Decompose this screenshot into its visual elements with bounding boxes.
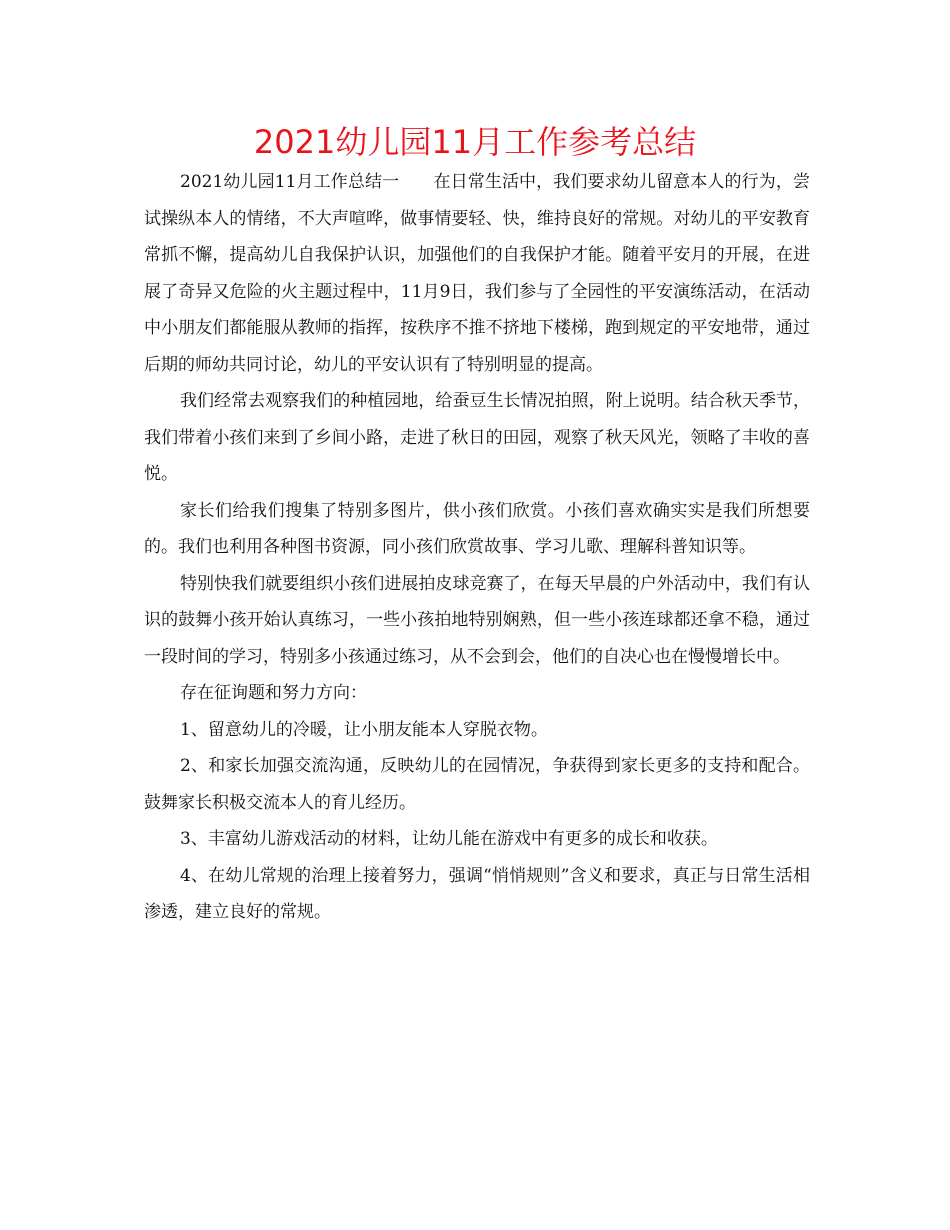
document-body	[144, 164, 810, 931]
paragraph-item-1: 1、留意幼儿的冷暖，让小朋友能本人穿脱衣物。	[180, 719, 548, 740]
paragraph-parents: 家长们给我们搜集了特别多图片，供小孩们欣赏。小孩们喜欢确实实是我们所想要的。我们也利用各种图书资源，同小孩们欣赏故事、学习儿歌、理解科普知识等。	[144, 500, 810, 557]
paragraph-item-3: 3、丰富幼儿游戏活动的材料，让幼儿能在游戏中有更多的成长和收获。	[180, 829, 718, 849]
document-title: 2021幼儿园11月工作参考总结	[253, 123, 697, 161]
paragraph-problems-heading: 存在征询题和努力方向：	[180, 683, 367, 703]
paragraph-intro: 2021幼儿园11月工作总结一 在日常生活中，我们要求幼儿留意本人的行为，尝试操纵本人的情绪，不大声喧哗，做事情要轻、快，维持良好的常规。对幼儿的平安教育常抓不懈，提高幼儿自我保护认识，加强他们的自我保护才能。随着平安月的开展，在进展了奇异又危险的火主题过程中，11月9日，我们参与了全园性的平安演练活动，在活动中小朋友们都能服从教师的指挥，按秩序不推不挤地下楼梯，跑到规定的平安地带，通过后期的师幼共同讨论，幼儿的平安认识有了特别明显的提高。	[144, 172, 810, 375]
paragraph-item-4: 4、在幼儿常规的治理上接着努力，强调“悄悄规则”含义和要求，真正与日常生活相渗透，建立良好的常规。	[144, 865, 810, 922]
paragraph-ball-game: 特别快我们就要组织小孩们进展拍皮球竞赛了，在每天早晨的户外活动中，我们有认识的鼓舞小孩开始认真练习，一些小孩拍地特别娴熟，但一些小孩连球都还拿不稳，通过一段时间的学习，特别多小孩通过练习，从不会到会，他们的自决心也在慢慢增长中。	[144, 573, 810, 667]
paragraph-planting: 我们经常去观察我们的种植园地，给蚕豆生长情况拍照，附上说明。结合秋天季节，我们带着小孩们来到了乡间小路，走进了秋日的田园，观察了秋天风光，领略了丰收的喜悦。	[144, 391, 810, 484]
paragraph-item-2: 2、和家长加强交流沟通，反映幼儿的在园情况，争获得到家长更多的支持和配合。鼓舞家长积极交流本人的育儿经历。	[144, 756, 810, 813]
